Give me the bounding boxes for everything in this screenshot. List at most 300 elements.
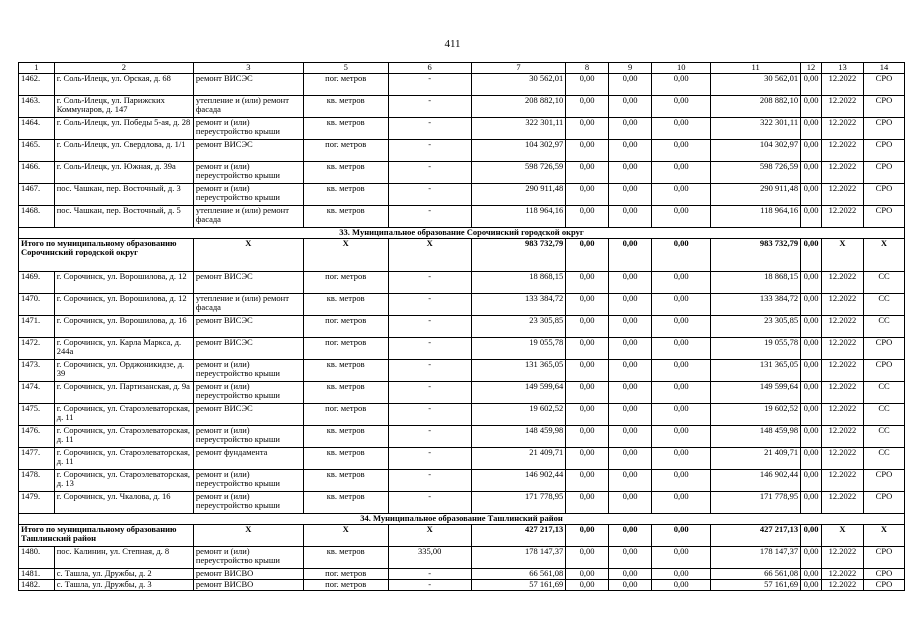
work-type-cell: ремонт ВИСЭС <box>193 403 303 425</box>
unit-cell: пог. метров <box>303 568 388 579</box>
deadline-cell: 12.2022 <box>822 183 864 205</box>
unit-cell: кв. метров <box>303 491 388 513</box>
row-number: 1477. <box>19 447 55 469</box>
amount-cell: 66 561,08 <box>711 568 801 579</box>
amount-cell: 0,00 <box>652 359 711 381</box>
address-cell: г. Соль-Илецк, ул. Победы 5-ая, д. 28 <box>54 117 193 139</box>
amount-cell: 0,00 <box>801 117 822 139</box>
table-row <box>19 95 905 117</box>
address-cell: г. Сорочинск, ул. Ворошилова, д. 12 <box>54 271 193 293</box>
table-row <box>19 381 905 403</box>
amount-cell: 0,00 <box>566 337 609 359</box>
amount-cell: 0,00 <box>608 315 651 337</box>
amount-cell: 0,00 <box>566 161 609 183</box>
section-row <box>19 227 905 238</box>
deadline-cell: 12.2022 <box>822 161 864 183</box>
total-cell: 983 732,79 <box>471 238 566 271</box>
quantity-cell: - <box>388 293 471 315</box>
work-type-cell: ремонт и (или) переустройство крыши <box>193 117 303 139</box>
method-cell: СС <box>863 315 904 337</box>
amount-cell: 0,00 <box>652 546 711 568</box>
total-cell: 0,00 <box>801 524 822 546</box>
amount-cell: 0,00 <box>566 139 609 161</box>
amount-cell: 0,00 <box>801 315 822 337</box>
table-row <box>19 73 905 95</box>
unit-cell: кв. метров <box>303 381 388 403</box>
quantity-cell: - <box>388 403 471 425</box>
table-row <box>19 271 905 293</box>
address-cell: с. Ташла, ул. Дружбы, д. 3 <box>54 579 193 590</box>
amount-cell: 0,00 <box>608 73 651 95</box>
total-cell: X <box>193 524 303 546</box>
quantity-cell: - <box>388 73 471 95</box>
address-cell: пос. Калинин, ул. Степная, д. 8 <box>54 546 193 568</box>
row-number: 1463. <box>19 95 55 117</box>
amount-cell: 0,00 <box>608 183 651 205</box>
deadline-cell: 12.2022 <box>822 403 864 425</box>
quantity-cell: - <box>388 161 471 183</box>
work-type-cell: ремонт и (или) переустройство крыши <box>193 381 303 403</box>
quantity-cell: - <box>388 491 471 513</box>
method-cell: СРО <box>863 183 904 205</box>
amount-cell: 0,00 <box>652 293 711 315</box>
amount-cell: 0,00 <box>801 271 822 293</box>
deadline-cell: 12.2022 <box>822 139 864 161</box>
amount-cell: 0,00 <box>608 469 651 491</box>
amount-cell: 0,00 <box>801 491 822 513</box>
address-cell: пос. Чашкан, пер. Восточный, д. 3 <box>54 183 193 205</box>
amount-cell: 118 964,16 <box>711 205 801 227</box>
table-row <box>19 183 905 205</box>
amount-cell: 0,00 <box>801 205 822 227</box>
amount-cell: 0,00 <box>608 95 651 117</box>
amount-cell: 0,00 <box>652 161 711 183</box>
deadline-cell: 12.2022 <box>822 271 864 293</box>
deadline-cell: 12.2022 <box>822 359 864 381</box>
quantity-cell: - <box>388 139 471 161</box>
amount-cell: 0,00 <box>566 271 609 293</box>
method-cell: СРО <box>863 546 904 568</box>
cost-cell: 104 302,97 <box>471 139 566 161</box>
quantity-cell: - <box>388 271 471 293</box>
amount-cell: 0,00 <box>652 469 711 491</box>
row-number: 1473. <box>19 359 55 381</box>
address-cell: г. Сорочинск, ул. Партизанская, д. 9а <box>54 381 193 403</box>
table-row <box>19 425 905 447</box>
row-number: 1472. <box>19 337 55 359</box>
work-type-cell: ремонт и (или) переустройство крыши <box>193 359 303 381</box>
total-cell: X <box>303 238 388 271</box>
address-cell: г. Соль-Илецк, ул. Парижских Коммунаров, д. 147 <box>54 95 193 117</box>
page-number: 411 <box>444 38 461 50</box>
column-header: 2 <box>54 63 193 74</box>
deadline-cell: 12.2022 <box>822 73 864 95</box>
deadline-cell: 12.2022 <box>822 381 864 403</box>
amount-cell: 0,00 <box>608 579 651 590</box>
unit-cell: пог. метров <box>303 315 388 337</box>
cost-cell: 133 384,72 <box>471 293 566 315</box>
amount-cell: 0,00 <box>608 337 651 359</box>
amount-cell: 133 384,72 <box>711 293 801 315</box>
row-number: 1469. <box>19 271 55 293</box>
amount-cell: 0,00 <box>566 381 609 403</box>
unit-cell: пог. метров <box>303 73 388 95</box>
unit-cell: кв. метров <box>303 425 388 447</box>
deadline-cell: 12.2022 <box>822 469 864 491</box>
amount-cell: 0,00 <box>608 546 651 568</box>
amount-cell: 0,00 <box>801 469 822 491</box>
amount-cell: 0,00 <box>652 117 711 139</box>
header-row <box>19 63 905 74</box>
total-cell: 0,00 <box>566 524 609 546</box>
deadline-cell: 12.2022 <box>822 95 864 117</box>
amount-cell: 171 778,95 <box>711 491 801 513</box>
method-cell: СС <box>863 381 904 403</box>
address-cell: г. Сорочинск, ул. Карла Маркса, д. 244а <box>54 337 193 359</box>
total-cell: 0,00 <box>608 238 651 271</box>
method-cell: СС <box>863 403 904 425</box>
amount-cell: 0,00 <box>566 568 609 579</box>
cost-cell: 23 305,85 <box>471 315 566 337</box>
total-label: Итого по муниципальному образованию Ташлинский район <box>19 524 194 546</box>
section-row <box>19 513 905 524</box>
column-header: 3 <box>193 63 303 74</box>
deadline-cell: 12.2022 <box>822 491 864 513</box>
cost-cell: 118 964,16 <box>471 205 566 227</box>
table-row <box>19 403 905 425</box>
amount-cell: 0,00 <box>652 447 711 469</box>
method-cell: СРО <box>863 491 904 513</box>
unit-cell: кв. метров <box>303 205 388 227</box>
amount-cell: 146 902,44 <box>711 469 801 491</box>
amount-cell: 0,00 <box>652 579 711 590</box>
address-cell: с. Ташла, ул. Дружбы, д. 2 <box>54 568 193 579</box>
amount-cell: 0,00 <box>566 205 609 227</box>
total-cell: X <box>822 524 864 546</box>
address-cell: г. Сорочинск, ул. Орджоникидзе, д. 39 <box>54 359 193 381</box>
quantity-cell: - <box>388 447 471 469</box>
row-number: 1467. <box>19 183 55 205</box>
amount-cell: 0,00 <box>608 117 651 139</box>
amount-cell: 0,00 <box>566 425 609 447</box>
amount-cell: 0,00 <box>801 447 822 469</box>
cost-cell: 18 868,15 <box>471 271 566 293</box>
work-type-cell: ремонт ВИСВО <box>193 579 303 590</box>
quantity-cell: - <box>388 117 471 139</box>
amount-cell: 0,00 <box>608 425 651 447</box>
amount-cell: 598 726,59 <box>711 161 801 183</box>
total-cell: X <box>822 238 864 271</box>
table-row <box>19 315 905 337</box>
work-type-cell: утепление и (или) ремонт фасада <box>193 293 303 315</box>
amount-cell: 0,00 <box>801 95 822 117</box>
amount-cell: 0,00 <box>608 139 651 161</box>
work-type-cell: ремонт фундамента <box>193 447 303 469</box>
deadline-cell: 12.2022 <box>822 579 864 590</box>
row-number: 1465. <box>19 139 55 161</box>
amount-cell: 0,00 <box>566 469 609 491</box>
address-cell: г. Сорочинск, ул. Чкалова, д. 16 <box>54 491 193 513</box>
row-number: 1474. <box>19 381 55 403</box>
cost-cell: 66 561,08 <box>471 568 566 579</box>
address-cell: г. Соль-Илецк, ул. Свердлова, д. 1/1 <box>54 139 193 161</box>
table-row <box>19 161 905 183</box>
work-type-cell: ремонт и (или) переустройство крыши <box>193 546 303 568</box>
method-cell: СРО <box>863 95 904 117</box>
address-cell: г. Сорочинск, ул. Ворошилова, д. 12 <box>54 293 193 315</box>
unit-cell: кв. метров <box>303 447 388 469</box>
amount-cell: 104 302,97 <box>711 139 801 161</box>
column-header: 8 <box>566 63 609 74</box>
table-row <box>19 337 905 359</box>
amount-cell: 0,00 <box>652 95 711 117</box>
work-type-cell: ремонт ВИСЭС <box>193 271 303 293</box>
method-cell: СС <box>863 271 904 293</box>
amount-cell: 0,00 <box>801 337 822 359</box>
amount-cell: 23 305,85 <box>711 315 801 337</box>
cost-cell: 21 409,71 <box>471 447 566 469</box>
method-cell: СРО <box>863 579 904 590</box>
unit-cell: кв. метров <box>303 469 388 491</box>
amount-cell: 322 301,11 <box>711 117 801 139</box>
table-row <box>19 293 905 315</box>
amount-cell: 0,00 <box>566 579 609 590</box>
method-cell: СРО <box>863 337 904 359</box>
deadline-cell: 12.2022 <box>822 425 864 447</box>
cost-cell: 178 147,37 <box>471 546 566 568</box>
total-cell: 427 217,13 <box>471 524 566 546</box>
total-cell: 983 732,79 <box>711 238 801 271</box>
amount-cell: 0,00 <box>566 447 609 469</box>
amount-cell: 0,00 <box>801 579 822 590</box>
amount-cell: 0,00 <box>652 337 711 359</box>
amount-cell: 0,00 <box>566 95 609 117</box>
unit-cell: пог. метров <box>303 579 388 590</box>
quantity-cell: 335,00 <box>388 546 471 568</box>
quantity-cell: - <box>388 359 471 381</box>
row-number: 1479. <box>19 491 55 513</box>
table-row <box>19 491 905 513</box>
quantity-cell: - <box>388 205 471 227</box>
row-number: 1481. <box>19 568 55 579</box>
method-cell: СС <box>863 425 904 447</box>
row-number: 1470. <box>19 293 55 315</box>
address-cell: г. Сорочинск, ул. Староэлеваторская, д. 11 <box>54 403 193 425</box>
deadline-cell: 12.2022 <box>822 117 864 139</box>
amount-cell: 148 459,98 <box>711 425 801 447</box>
amount-cell: 0,00 <box>608 293 651 315</box>
row-number: 1475. <box>19 403 55 425</box>
amount-cell: 290 911,48 <box>711 183 801 205</box>
column-header: 6 <box>388 63 471 74</box>
deadline-cell: 12.2022 <box>822 205 864 227</box>
work-type-cell: утепление и (или) ремонт фасада <box>193 205 303 227</box>
amount-cell: 0,00 <box>566 183 609 205</box>
cost-cell: 57 161,69 <box>471 579 566 590</box>
deadline-cell: 12.2022 <box>822 293 864 315</box>
amount-cell: 208 882,10 <box>711 95 801 117</box>
unit-cell: пог. метров <box>303 337 388 359</box>
amount-cell: 0,00 <box>608 447 651 469</box>
amount-cell: 0,00 <box>801 73 822 95</box>
total-cell: 0,00 <box>801 238 822 271</box>
amount-cell: 0,00 <box>652 271 711 293</box>
table-row <box>19 139 905 161</box>
quantity-cell: - <box>388 315 471 337</box>
row-number: 1476. <box>19 425 55 447</box>
table-row <box>19 447 905 469</box>
amount-cell: 0,00 <box>566 315 609 337</box>
work-type-cell: ремонт ВИСЭС <box>193 315 303 337</box>
quantity-cell: - <box>388 95 471 117</box>
amount-cell: 0,00 <box>652 425 711 447</box>
total-cell: 0,00 <box>652 524 711 546</box>
amount-cell: 0,00 <box>652 183 711 205</box>
amount-cell: 0,00 <box>801 183 822 205</box>
quantity-cell: - <box>388 469 471 491</box>
total-cell: 0,00 <box>652 238 711 271</box>
cost-cell: 149 599,64 <box>471 381 566 403</box>
amount-cell: 0,00 <box>608 568 651 579</box>
total-cell: 0,00 <box>566 238 609 271</box>
unit-cell: пог. метров <box>303 403 388 425</box>
amount-cell: 0,00 <box>608 271 651 293</box>
amount-cell: 0,00 <box>566 359 609 381</box>
unit-cell: кв. метров <box>303 95 388 117</box>
amount-cell: 0,00 <box>801 161 822 183</box>
amount-cell: 0,00 <box>652 205 711 227</box>
deadline-cell: 12.2022 <box>822 315 864 337</box>
amount-cell: 0,00 <box>608 381 651 403</box>
quantity-cell: - <box>388 579 471 590</box>
method-cell: СРО <box>863 161 904 183</box>
table-row <box>19 546 905 568</box>
amount-cell: 0,00 <box>801 381 822 403</box>
total-row <box>19 524 905 546</box>
amount-cell: 149 599,64 <box>711 381 801 403</box>
unit-cell: кв. метров <box>303 117 388 139</box>
total-cell: X <box>388 524 471 546</box>
column-header: 11 <box>711 63 801 74</box>
address-cell: г. Сорочинск, ул. Староэлеваторская, д. 13 <box>54 469 193 491</box>
column-header: 12 <box>801 63 822 74</box>
deadline-cell: 12.2022 <box>822 447 864 469</box>
column-header: 14 <box>863 63 904 74</box>
work-type-cell: ремонт и (или) переустройство крыши <box>193 183 303 205</box>
row-number: 1471. <box>19 315 55 337</box>
quantity-cell: - <box>388 425 471 447</box>
work-type-cell: ремонт ВИСЭС <box>193 73 303 95</box>
amount-cell: 0,00 <box>566 403 609 425</box>
work-type-cell: ремонт ВИСЭС <box>193 139 303 161</box>
total-label: Итого по муниципальному образованию Сорочинский городской округ <box>19 238 194 271</box>
address-cell: г. Соль-Илецк, ул. Южная, д. 39а <box>54 161 193 183</box>
amount-cell: 0,00 <box>608 403 651 425</box>
row-number: 1480. <box>19 546 55 568</box>
work-type-cell: ремонт ВИСВО <box>193 568 303 579</box>
cost-cell: 146 902,44 <box>471 469 566 491</box>
method-cell: СРО <box>863 359 904 381</box>
quantity-cell: - <box>388 337 471 359</box>
table-row <box>19 568 905 579</box>
amount-cell: 0,00 <box>566 73 609 95</box>
amount-cell: 0,00 <box>608 205 651 227</box>
amount-cell: 0,00 <box>652 403 711 425</box>
amount-cell: 0,00 <box>652 381 711 403</box>
amount-cell: 0,00 <box>801 359 822 381</box>
work-type-cell: ремонт и (или) переустройство крыши <box>193 491 303 513</box>
deadline-cell: 12.2022 <box>822 337 864 359</box>
amount-cell: 0,00 <box>652 139 711 161</box>
amount-cell: 19 055,78 <box>711 337 801 359</box>
column-header: 9 <box>608 63 651 74</box>
amount-cell: 0,00 <box>801 293 822 315</box>
amount-cell: 0,00 <box>801 139 822 161</box>
column-header: 7 <box>471 63 566 74</box>
amount-cell: 0,00 <box>608 491 651 513</box>
total-cell: X <box>303 524 388 546</box>
total-cell: 427 217,13 <box>711 524 801 546</box>
amount-cell: 57 161,69 <box>711 579 801 590</box>
quantity-cell: - <box>388 568 471 579</box>
total-cell: X <box>863 524 904 546</box>
quantity-cell: - <box>388 381 471 403</box>
unit-cell: кв. метров <box>303 183 388 205</box>
section-title: 34. Муниципальное образование Ташлинский район <box>19 513 905 524</box>
total-cell: X <box>388 238 471 271</box>
row-number: 1482. <box>19 579 55 590</box>
cost-cell: 322 301,11 <box>471 117 566 139</box>
method-cell: СС <box>863 293 904 315</box>
unit-cell: пог. метров <box>303 139 388 161</box>
method-cell: СРО <box>863 73 904 95</box>
cost-cell: 598 726,59 <box>471 161 566 183</box>
address-cell: г. Соль-Илецк, ул. Орская, д. 68 <box>54 73 193 95</box>
amount-cell: 131 365,05 <box>711 359 801 381</box>
table-row <box>19 205 905 227</box>
cost-cell: 19 602,52 <box>471 403 566 425</box>
cost-cell: 208 882,10 <box>471 95 566 117</box>
method-cell: СРО <box>863 205 904 227</box>
total-cell: X <box>863 238 904 271</box>
amount-cell: 21 409,71 <box>711 447 801 469</box>
method-cell: СРО <box>863 117 904 139</box>
amount-cell: 30 562,01 <box>711 73 801 95</box>
total-row <box>19 238 905 271</box>
cost-cell: 290 911,48 <box>471 183 566 205</box>
table-row <box>19 117 905 139</box>
amount-cell: 0,00 <box>566 491 609 513</box>
total-cell: 0,00 <box>608 524 651 546</box>
row-number: 1466. <box>19 161 55 183</box>
unit-cell: кв. метров <box>303 546 388 568</box>
unit-cell: кв. метров <box>303 359 388 381</box>
amount-cell: 0,00 <box>652 568 711 579</box>
address-cell: г. Сорочинск, ул. Староэлеваторская, д. 11 <box>54 425 193 447</box>
address-cell: г. Сорочинск, ул. Ворошилова, д. 16 <box>54 315 193 337</box>
cost-cell: 148 459,98 <box>471 425 566 447</box>
capital-repair-table <box>18 62 905 591</box>
cost-cell: 131 365,05 <box>471 359 566 381</box>
row-number: 1468. <box>19 205 55 227</box>
work-type-cell: ремонт и (или) переустройство крыши <box>193 469 303 491</box>
method-cell: СРО <box>863 568 904 579</box>
work-type-cell: ремонт и (или) переустройство крыши <box>193 425 303 447</box>
work-type-cell: ремонт и (или) переустройство крыши <box>193 161 303 183</box>
cost-cell: 30 562,01 <box>471 73 566 95</box>
amount-cell: 0,00 <box>652 73 711 95</box>
column-header: 13 <box>822 63 864 74</box>
